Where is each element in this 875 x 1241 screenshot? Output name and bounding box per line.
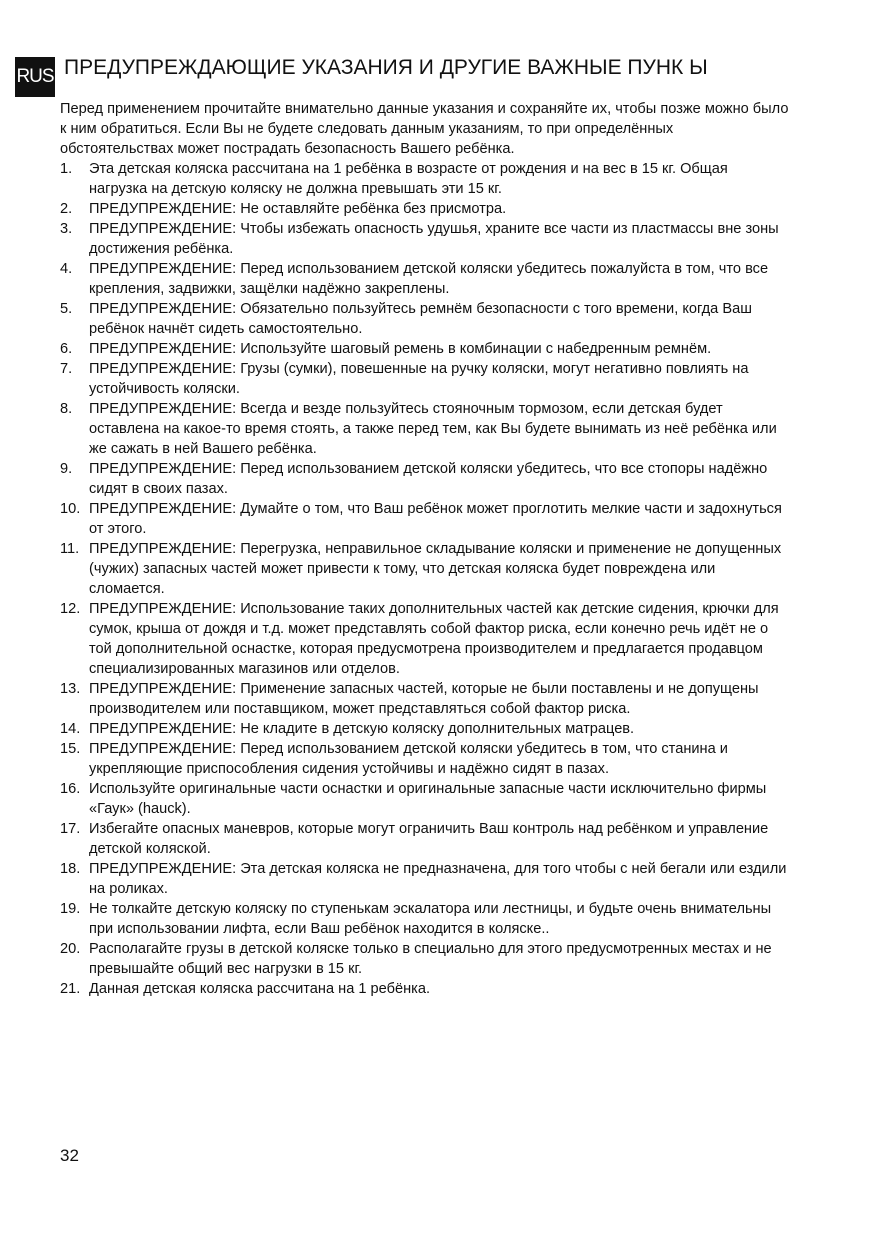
list-item-text: ПРЕДУПРЕЖДЕНИЕ: Эта детская коляска не предназначена, для того чтобы с ней бегали или ездили на роликах.	[89, 861, 787, 897]
list-item-text: Располагайте грузы в детской коляске только в специально для этого предусмотренных местах и не превышайте общий вес нагрузки в 15 кг.	[89, 941, 772, 977]
list-item-number: 12.	[60, 601, 81, 617]
list-item-text: ПРЕДУПРЕЖДЕНИЕ: Думайте о том, что Ваш ребёнок может проглотить мелкие части и задохнуться от этого.	[89, 501, 782, 537]
list-item	[60, 779, 790, 819]
list-item	[60, 459, 790, 499]
warnings-list	[60, 159, 790, 999]
list-item-text: ПРЕДУПРЕЖДЕНИЕ: Чтобы избежать опасность удушья, храните все части из пластмассы вне зоны достижения ребёнка.	[89, 221, 779, 257]
list-item	[60, 199, 790, 219]
page-number: 32	[60, 1146, 79, 1165]
list-item	[60, 859, 790, 899]
list-item	[60, 939, 790, 979]
list-item-text: Не толкайте детскую коляску по ступенькам эскалатора или лестницы, и будьте очень внимательны при использовании лифта, если Ваш ребёнок находится в коляске..	[89, 901, 772, 937]
list-item-number: 4.	[60, 261, 73, 277]
language-badge: RUS	[15, 57, 55, 97]
intro-paragraph: Перед применением прочитайте внимательно данные указания и сохраняйте их, чтобы позже можно было к ним обратиться. Если Вы не будете следовать данным указаниям, то при определённых обстоятельствах может пострадать безопасность Вашего ребёнка.	[60, 101, 789, 157]
page-title: ПРЕДУПРЕЖДАЮЩИЕ УКАЗАНИЯ И ДРУГИЕ ВАЖНЫЕ ПУНК Ы	[64, 56, 708, 79]
list-item-number: 19.	[60, 901, 81, 917]
list-item	[60, 719, 790, 739]
list-item-number: 2.	[60, 201, 73, 217]
list-item-number: 1.	[60, 161, 73, 177]
list-item-text: Избегайте опасных маневров, которые могут ограничить Ваш контроль над ребёнком и управление детской коляской.	[89, 821, 769, 857]
list-item	[60, 219, 790, 259]
list-item	[60, 259, 790, 299]
list-item	[60, 599, 790, 679]
list-item	[60, 819, 790, 859]
list-item-number: 7.	[60, 361, 73, 377]
list-item-number: 21.	[60, 981, 81, 997]
list-item	[60, 159, 790, 199]
list-item-number: 14.	[60, 721, 81, 737]
list-item-number: 13.	[60, 681, 81, 697]
document-body	[60, 99, 790, 999]
list-item	[60, 739, 790, 779]
list-item-text: ПРЕДУПРЕЖДЕНИЕ: Перегрузка, неправильное складывание коляски и применение не допущенных (чужих) запасных частей может привести к тому, что детская коляска будет повреждена или сломается.	[89, 541, 782, 597]
list-item-text: ПРЕДУПРЕЖДЕНИЕ: Грузы (сумки), повешенные на ручку коляски, могут негативно повлиять на устойчивость коляски.	[89, 361, 749, 397]
list-item-number: 18.	[60, 861, 81, 877]
list-item-text: Эта детская коляска рассчитана на 1 ребёнка в возрасте от рождения и на вес в 15 кг. Общая нагрузка на детскую коляску не должна превышать эти 15 кг.	[89, 161, 728, 197]
list-item-text: ПРЕДУПРЕЖДЕНИЕ: Не оставляйте ребёнка без присмотра.	[89, 201, 507, 217]
list-item-text: ПРЕДУПРЕЖДЕНИЕ: Использование таких дополнительных частей как детские сидения, крючки для сумок, крыша от дождя и т.д. может представлять собой фактор риска, если конечно речь идёт не о той дополнительной оснастке, которая предусмотрена производителем и предлагается продавцом специализированных магазинов или отделов.	[89, 601, 779, 677]
list-item-number: 9.	[60, 461, 73, 477]
list-item	[60, 339, 790, 359]
list-item	[60, 359, 790, 399]
list-item-text: ПРЕДУПРЕЖДЕНИЕ: Не кладите в детскую коляску дополнительных матрацев.	[89, 721, 635, 737]
list-item-number: 10.	[60, 501, 81, 517]
list-item-number: 20.	[60, 941, 81, 957]
list-item-text: Используйте оригинальные части оснастки и оригинальные запасные части исключительно фирмы «Гаук» (hauck).	[89, 781, 767, 817]
list-item	[60, 399, 790, 459]
list-item-number: 17.	[60, 821, 81, 837]
list-item	[60, 679, 790, 719]
list-item-number: 16.	[60, 781, 81, 797]
list-item-text: ПРЕДУПРЕЖДЕНИЕ: Обязательно пользуйтесь ремнём безопасности с того времени, когда Ваш ребёнок начнёт сидеть самостоятельно.	[89, 301, 752, 337]
list-item	[60, 539, 790, 599]
list-item-number: 15.	[60, 741, 81, 757]
list-item	[60, 299, 790, 339]
list-item-number: 5.	[60, 301, 73, 317]
list-item-number: 6.	[60, 341, 73, 357]
list-item-text: Данная детская коляска рассчитана на 1 ребёнка.	[89, 981, 431, 997]
list-item-text: ПРЕДУПРЕЖДЕНИЕ: Всегда и везде пользуйтесь стояночным тормозом, если детская будет оставлена на какое-то время стоять, а также перед тем, как Вы будете вынимать из неё ребёнка или же сажать в ней Вашего ребёнка.	[89, 401, 777, 457]
list-item-text: ПРЕДУПРЕЖДЕНИЕ: Используйте шаговый ремень в комбинации с набедренным ремнём.	[89, 341, 712, 357]
list-item-text: ПРЕДУПРЕЖДЕНИЕ: Перед использованием детской коляски убедитесь, что все стопоры надёжно сидят в своих пазах.	[89, 461, 768, 497]
list-item-text: ПРЕДУПРЕЖДЕНИЕ: Применение запасных частей, которые не были поставлены и не допущены производителем или поставщиком, может представляться собой фактор риска.	[89, 681, 759, 717]
list-item	[60, 499, 790, 539]
list-item-text: ПРЕДУПРЕЖДЕНИЕ: Перед использованием детской коляски убедитесь пожалуйста в том, что все крепления, задвижки, защёлки надёжно закреплены.	[89, 261, 769, 297]
list-item-number: 3.	[60, 221, 73, 237]
list-item-number: 11.	[60, 541, 80, 557]
list-item-number: 8.	[60, 401, 73, 417]
list-item	[60, 979, 790, 999]
list-item-text: ПРЕДУПРЕЖДЕНИЕ: Перед использованием детской коляски убедитесь в том, что станина и укрепляющие приспособления сидения устойчивы и надёжно сидят в пазах.	[89, 741, 728, 777]
list-item	[60, 899, 790, 939]
